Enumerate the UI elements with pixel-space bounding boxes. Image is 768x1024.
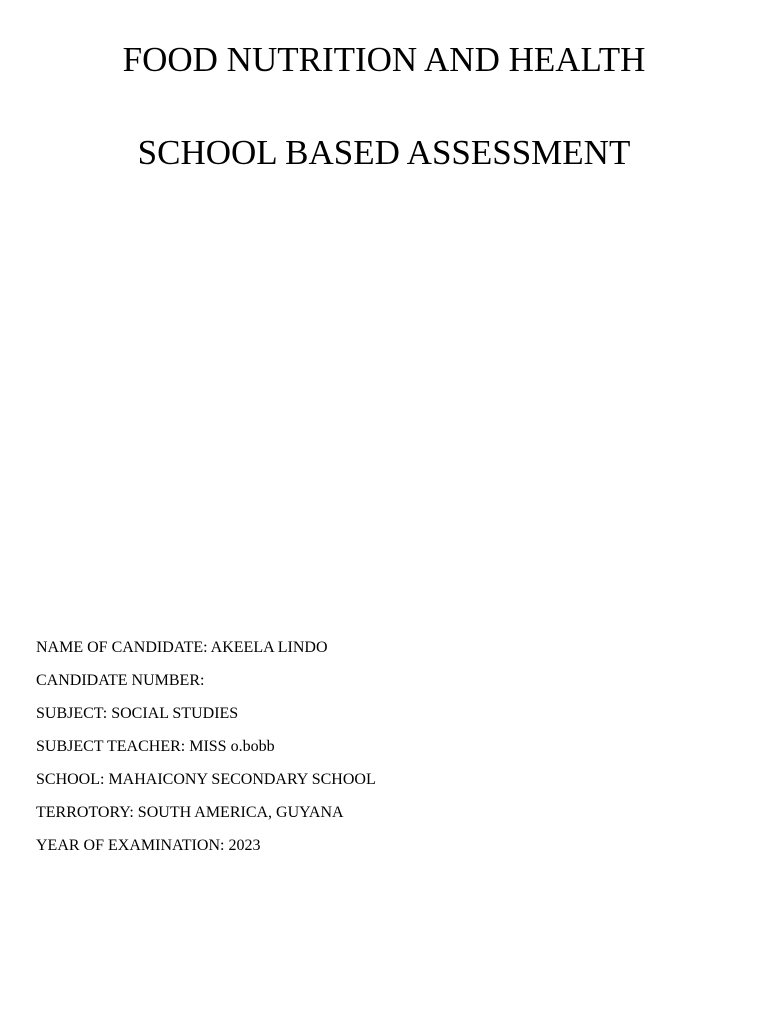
subject: SUBJECT: SOCIAL STUDIES	[36, 705, 239, 722]
territory: TERROTORY: SOUTH AMERICA, GUYANA	[36, 804, 344, 821]
candidate-details	[36, 638, 376, 869]
subject-teacher: SUBJECT TEACHER: MISS o.bobb	[36, 738, 275, 755]
document-subtitle: SCHOOL BASED ASSESSMENT	[137, 133, 631, 172]
document-title: FOOD NUTRITION AND HEALTH	[122, 40, 646, 79]
candidate-number: CANDIDATE NUMBER:	[36, 672, 205, 689]
year-of-examination: YEAR OF EXAMINATION: 2023	[36, 837, 261, 854]
school: SCHOOL: MAHAICONY SECONDARY SCHOOL	[36, 771, 376, 788]
name-of-candidate: NAME OF CANDIDATE: AKEELA LINDO	[36, 639, 328, 656]
